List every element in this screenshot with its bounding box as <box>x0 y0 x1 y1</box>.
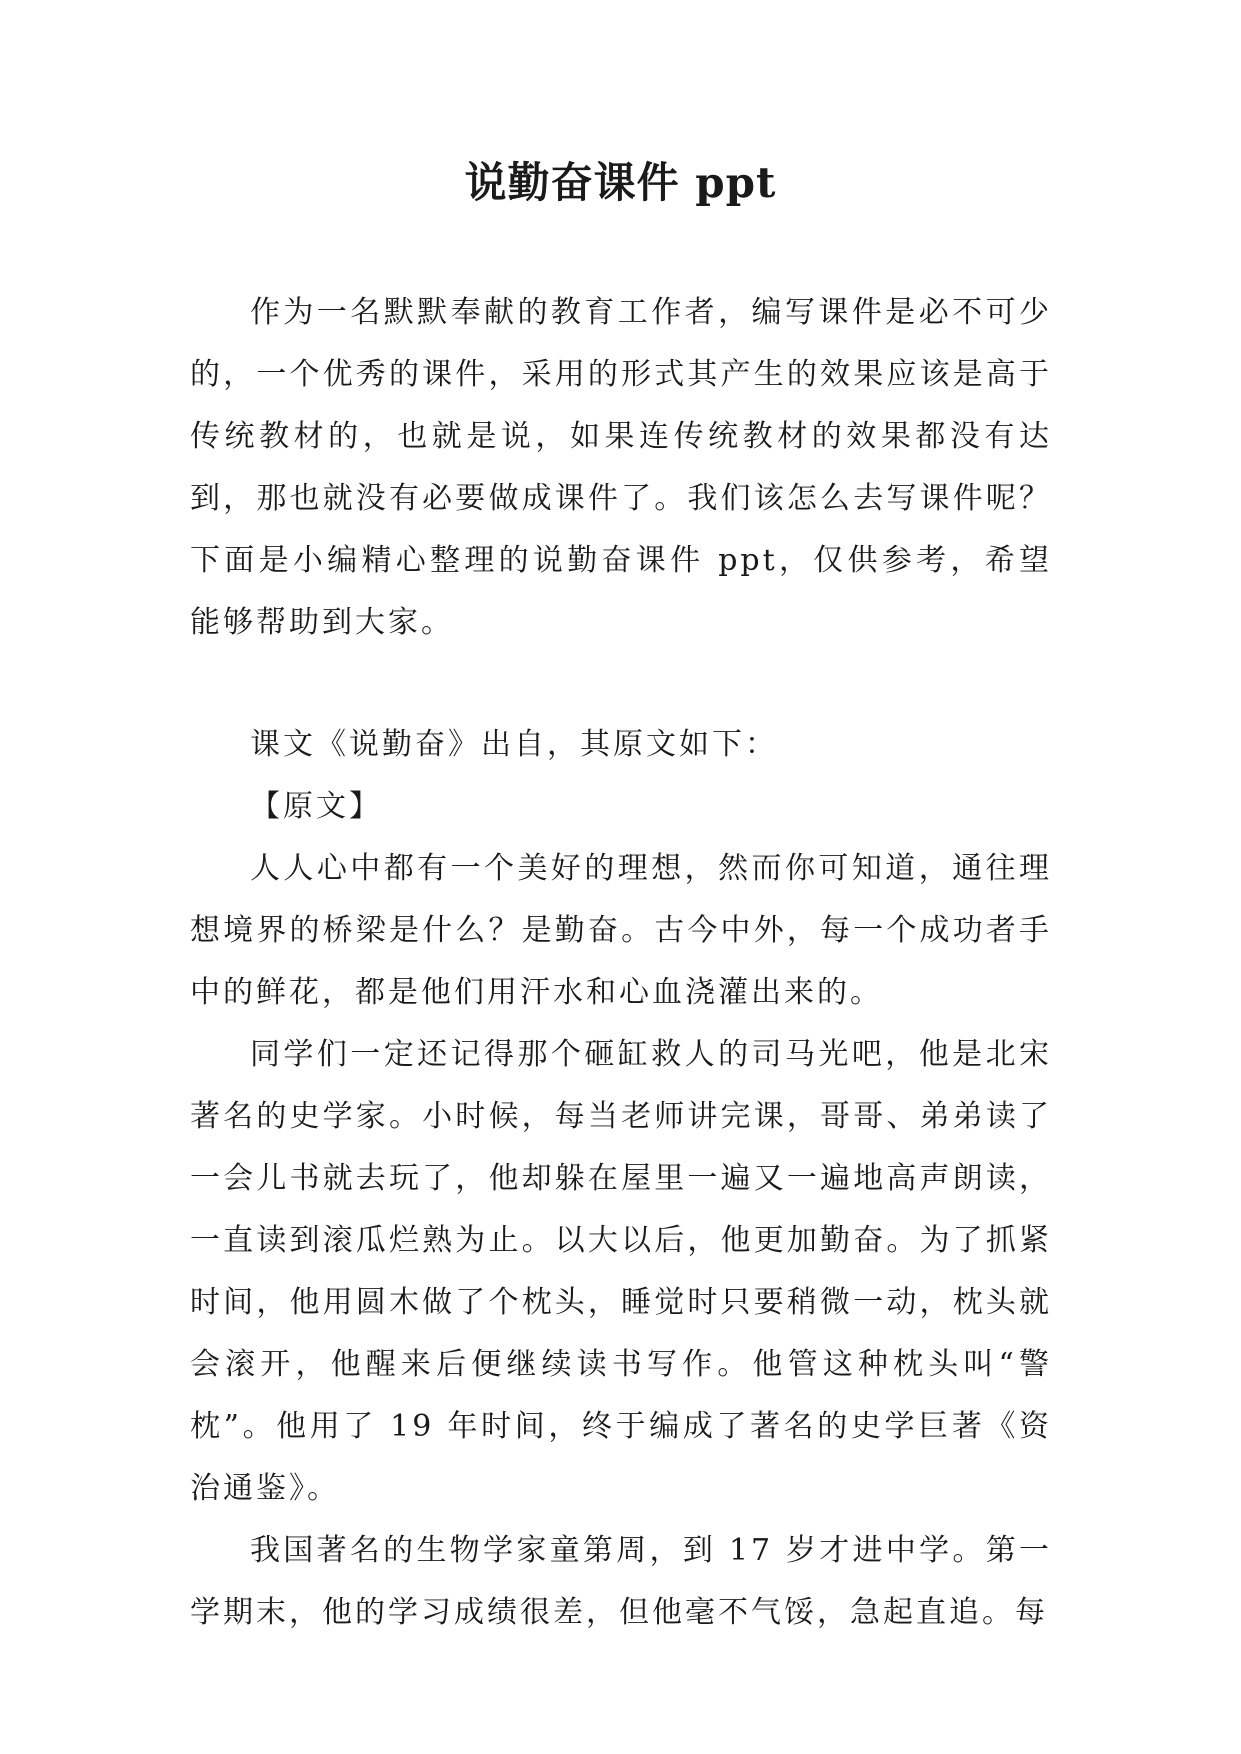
document-title: 说勤奋课件 ppt <box>464 158 777 207</box>
intro-paragraph: 作为一名默默奉献的教育工作者，编写课件是必不可少的，一个优秀的课件，采用的形式其产生的效果应该是高于传统教材的，也就是说，如果连传统教材的效果都没有达到，那也就没有必要做成课件了。我们该怎么去写课件呢？下面是小编精心整理的说勤奋课件 ppt，仅供参考，希望能够帮助到大家。 <box>190 295 1052 640</box>
source-paragraph: 课文《说勤奋》出自，其原文如下： <box>250 727 778 762</box>
document-body <box>190 282 1052 1644</box>
original-text-heading: 【原文】 <box>250 789 382 824</box>
body-paragraph-ideal: 人人心中都有一个美好的理想，然而你可知道，通往理想境界的桥梁是什么？是勤奋。古今中外，每一个成功者手中的鲜花，都是他们用汗水和心血浇灌出来的。 <box>190 851 1052 1010</box>
body-paragraph-sima-guang: 同学们一定还记得那个砸缸救人的司马光吧，他是北宋著名的史学家。小时候，每当老师讲完课，哥哥、弟弟读了一会儿书就去玩了，他却躲在屋里一遍又一遍地高声朗读，一直读到滚瓜烂熟为止。以大以后，他更加勤奋。为了抓紧时间，他用圆木做了个枕头，睡觉时只要稍微一动，枕头就会滚开，他醒来后便继续读书写作。他管这种枕头叫“警枕”。他用了 19 年时间，终于编成了著名的史学巨著《资治通鉴》。 <box>190 1037 1052 1506</box>
paragraph-gap <box>190 654 1052 714</box>
body-paragraph-tong-dizhou: 我国著名的生物学家童第周，到 17 岁才进中学。第一学期末，他的学习成绩很差，但他毫不气馁，急起直追。每 <box>190 1533 1052 1630</box>
